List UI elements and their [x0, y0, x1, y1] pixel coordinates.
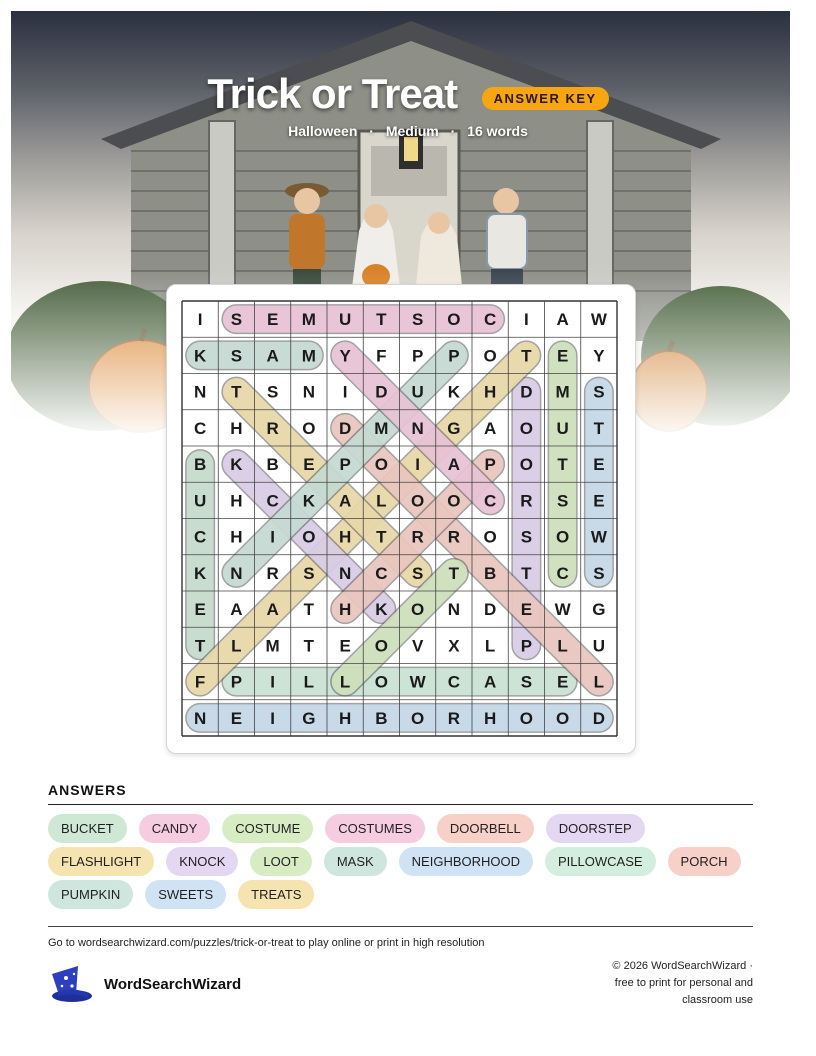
- grid-cell-letter: Y: [593, 346, 605, 366]
- grid-cell-letter: O: [483, 527, 497, 547]
- copyright-line: © 2026 WordSearchWizard ·: [612, 960, 753, 972]
- answer-pill: PORCH: [668, 847, 741, 876]
- grid-cell-letter: T: [593, 418, 605, 438]
- brand-name: WordSearchWizard: [104, 975, 242, 993]
- copyright-text: [553, 958, 753, 1009]
- grid-cell-letter: T: [521, 346, 532, 366]
- grid-cell-letter: T: [303, 600, 315, 620]
- grid-cell-letter: C: [266, 491, 279, 511]
- grid-cell-letter: Y: [339, 346, 351, 366]
- answers-heading: ANSWERS: [48, 782, 127, 798]
- grid-cell-letter: E: [593, 491, 605, 511]
- answer-pill: DOORBELL: [437, 814, 534, 843]
- answer-pill: SWEETS: [145, 880, 226, 909]
- grid-cell-letter: E: [194, 600, 206, 620]
- answer-pill: NEIGHBORHOOD: [399, 847, 533, 876]
- grid-cell-letter: B: [266, 455, 279, 475]
- grid-cell-letter: O: [447, 491, 461, 511]
- answer-pill: DOORSTEP: [546, 814, 645, 843]
- title-row: [0, 70, 816, 118]
- grid-cell-letter: S: [230, 346, 243, 366]
- grid-cell-letter: O: [302, 527, 316, 547]
- grid-cell-letter: U: [193, 491, 207, 511]
- grid-cell-letter: I: [415, 455, 420, 475]
- grid-cell-letter: T: [521, 563, 532, 583]
- grid-cell-letter: I: [524, 310, 529, 330]
- grid-cell-letter: A: [483, 418, 497, 438]
- grid-cell-letter: A: [483, 672, 497, 692]
- grid-cell-letter: R: [411, 527, 424, 547]
- separator: ·: [369, 123, 374, 139]
- grid-cell-letter: I: [270, 708, 275, 728]
- grid-cell-letter: P: [411, 346, 424, 366]
- grid-cell-letter: E: [339, 636, 351, 656]
- grid-cell-letter: O: [556, 708, 570, 728]
- grid-cell-letter: E: [556, 346, 569, 366]
- puzzle-title: Trick or Treat: [207, 70, 458, 117]
- grid-cell-letter: C: [193, 527, 207, 547]
- answer-key-badge: ANSWER KEY: [482, 87, 609, 110]
- grid-cell-letter: E: [266, 310, 279, 330]
- grid-cell-letter: H: [338, 527, 352, 547]
- grid-cell-letter: S: [411, 563, 424, 583]
- grid-cell-letter: M: [301, 346, 316, 366]
- grid-cell-letter: U: [556, 418, 569, 438]
- answer-pill: COSTUME: [222, 814, 313, 843]
- grid-cell-letter: S: [593, 563, 605, 583]
- grid-cell-letter: H: [230, 527, 243, 547]
- grid-cell-letter: L: [376, 491, 387, 511]
- answer-pill: COSTUMES: [325, 814, 425, 843]
- answer-pill: KNOCK: [166, 847, 238, 876]
- grid-cell-letter: L: [339, 672, 351, 692]
- grid-cell-letter: R: [447, 708, 461, 728]
- grid-cell-letter: I: [270, 672, 275, 692]
- answer-pill: LOOT: [250, 847, 311, 876]
- grid-cell-letter: M: [555, 382, 570, 402]
- grid-cell-letter: B: [375, 708, 388, 728]
- grid-cell-letter: H: [230, 491, 243, 511]
- grid-cell-letter: L: [557, 636, 568, 656]
- grid-cell-letter: W: [409, 672, 426, 692]
- grid-cell-letter: F: [376, 346, 387, 366]
- answer-pill: PILLOWCASE: [545, 847, 656, 876]
- grid-cell-letter: O: [519, 455, 533, 475]
- grid-cell-letter: G: [592, 600, 606, 620]
- grid-cell-letter: M: [301, 310, 316, 330]
- grid-cell-letter: W: [590, 527, 607, 547]
- grid-cell-letter: I: [197, 310, 203, 330]
- grid-cell-letter: K: [375, 600, 388, 620]
- grid-cell-letter: P: [339, 455, 351, 475]
- grid-cell-letter: S: [593, 382, 605, 402]
- brand: [48, 964, 241, 1004]
- grid-cell-letter: C: [483, 310, 497, 330]
- grid-cell-letter: N: [193, 708, 207, 728]
- answer-pill: FLASHLIGHT: [48, 847, 154, 876]
- grid-cell-letter: S: [411, 310, 424, 330]
- grid-cell-letter: W: [590, 310, 607, 330]
- grid-cell-letter: L: [231, 636, 242, 656]
- grid-cell-letter: O: [411, 708, 425, 728]
- answer-pill: CANDY: [139, 814, 211, 843]
- grid-cell-letter: A: [447, 455, 461, 475]
- grid-cell-letter: H: [230, 418, 243, 438]
- grid-cell-letter: G: [302, 708, 316, 728]
- grid-cell-letter: S: [520, 672, 533, 692]
- word-count-label: 16 words: [467, 123, 528, 139]
- grid-cell-letter: H: [338, 600, 352, 620]
- grid-cell-letter: C: [447, 672, 461, 692]
- grid-cell-letter: D: [483, 600, 497, 620]
- grid-cell-letter: O: [374, 636, 388, 656]
- grid-cell-letter: C: [483, 491, 497, 511]
- divider: [48, 804, 753, 805]
- grid-cell-letter: N: [411, 418, 424, 438]
- grid-cell-letter: U: [592, 636, 606, 656]
- grid-cell-letter: T: [448, 563, 460, 583]
- grid-cell-letter: C: [556, 563, 569, 583]
- grid-cell-letter: T: [194, 636, 206, 656]
- grid-cell-letter: F: [194, 672, 206, 692]
- copyright-line: free to print for personal and: [614, 977, 753, 989]
- grid-cell-letter: T: [376, 310, 387, 330]
- grid-cell-letter: S: [230, 310, 243, 330]
- grid-cell-letter: R: [447, 527, 461, 547]
- grid-cell-letter: K: [447, 382, 461, 402]
- grid-cell-letter: O: [519, 708, 533, 728]
- grid-cell-letter: E: [520, 600, 533, 620]
- grid-cell-letter: A: [266, 346, 279, 366]
- grid-cell-letter: O: [374, 672, 388, 692]
- grid-cell-letter: O: [374, 455, 388, 475]
- grid-cell-letter: V: [411, 636, 424, 656]
- grid-cell-letter: R: [266, 563, 279, 583]
- puzzle-subtitle: [0, 123, 816, 139]
- grid-cell-letter: L: [303, 672, 315, 692]
- grid-cell-letter: N: [193, 382, 207, 402]
- grid-cell-letter: L: [484, 636, 496, 656]
- grid-cell-letter: K: [193, 346, 207, 366]
- answer-pill: PUMPKIN: [48, 880, 133, 909]
- grid-cell-letter: W: [554, 600, 571, 620]
- answer-pill: MASK: [324, 847, 387, 876]
- grid-cell-letter: E: [593, 455, 605, 475]
- grid-cell-letter: O: [483, 346, 497, 366]
- grid-cell-letter: O: [411, 600, 425, 620]
- grid-cell-letter: K: [230, 455, 243, 475]
- grid-cell-letter: H: [338, 708, 352, 728]
- grid-cell-letter: S: [303, 563, 315, 583]
- grid-cell-letter: X: [448, 636, 460, 656]
- grid-cell-letter: R: [266, 418, 279, 438]
- word-search-grid-card: [166, 284, 636, 754]
- grid-cell-letter: H: [483, 382, 497, 402]
- grid-cell-letter: N: [338, 563, 352, 583]
- grid-cell-letter: O: [411, 491, 425, 511]
- theme-label: Halloween: [288, 123, 358, 139]
- grid-cell-letter: K: [193, 563, 207, 583]
- word-search-grid: [167, 285, 635, 753]
- grid-cell-letter: N: [302, 382, 316, 402]
- grid-cell-letter: D: [375, 382, 388, 402]
- grid-cell-letter: E: [556, 672, 569, 692]
- separator: ·: [450, 123, 456, 139]
- grid-cell-letter: I: [342, 382, 348, 402]
- grid-cell-letter: P: [484, 455, 496, 475]
- grid-cell-letter: N: [230, 563, 243, 583]
- grid-cell-letter: S: [266, 382, 279, 402]
- answers-list: [48, 814, 760, 909]
- grid-cell-letter: R: [520, 491, 533, 511]
- answer-pill: TREATS: [238, 880, 314, 909]
- grid-cell-letter: B: [483, 563, 497, 583]
- grid-cell-letter: T: [376, 527, 387, 547]
- grid-cell-letter: A: [338, 491, 352, 511]
- grid-cell-letter: O: [447, 310, 461, 330]
- grid-cell-letter: H: [483, 708, 497, 728]
- grid-cell-letter: T: [557, 455, 568, 475]
- grid-cell-letter: M: [265, 636, 280, 656]
- grid-cell-letter: E: [303, 455, 315, 475]
- grid-cell-letter: A: [556, 310, 569, 330]
- grid-cell-letter: P: [520, 636, 533, 656]
- grid-cell-letter: D: [592, 708, 606, 728]
- grid-cell-letter: O: [519, 418, 533, 438]
- grid-cell-letter: S: [556, 491, 569, 511]
- grid-cell-letter: B: [193, 455, 207, 475]
- wizard-hat-icon: [48, 964, 94, 1004]
- grid-cell-letter: D: [338, 418, 352, 438]
- grid-cell-letter: O: [302, 418, 316, 438]
- grid-cell-letter: U: [338, 310, 352, 330]
- answer-pill: BUCKET: [48, 814, 127, 843]
- grid-cell-letter: E: [230, 708, 243, 728]
- grid-cell-letter: G: [447, 418, 461, 438]
- grid-cell-letter: A: [266, 600, 279, 620]
- grid-cell-letter: N: [447, 600, 461, 620]
- grid-cell-letter: I: [270, 527, 275, 547]
- footer-url-text: Go to wordsearchwizard.com/puzzles/trick-or-treat to play online or print in high resolution: [48, 937, 485, 949]
- grid-cell-letter: C: [193, 418, 207, 438]
- grid-cell-letter: T: [231, 382, 242, 402]
- grid-cell-letter: O: [556, 527, 570, 547]
- copyright-line: classroom use: [682, 994, 753, 1006]
- grid-cell-letter: D: [520, 382, 533, 402]
- difficulty-label: Medium: [385, 123, 439, 139]
- grid-cell-letter: A: [230, 600, 243, 620]
- divider: [48, 926, 753, 927]
- grid-cell-letter: T: [303, 636, 315, 656]
- grid-cell-letter: L: [593, 672, 605, 692]
- grid-cell-letter: K: [302, 491, 316, 511]
- grid-cell-letter: M: [374, 418, 389, 438]
- grid-cell-letter: P: [230, 672, 243, 692]
- grid-cell-letter: C: [375, 563, 388, 583]
- grid-cell-letter: P: [448, 346, 460, 366]
- grid-cell-letter: S: [520, 527, 533, 547]
- grid-cell-letter: U: [411, 382, 424, 402]
